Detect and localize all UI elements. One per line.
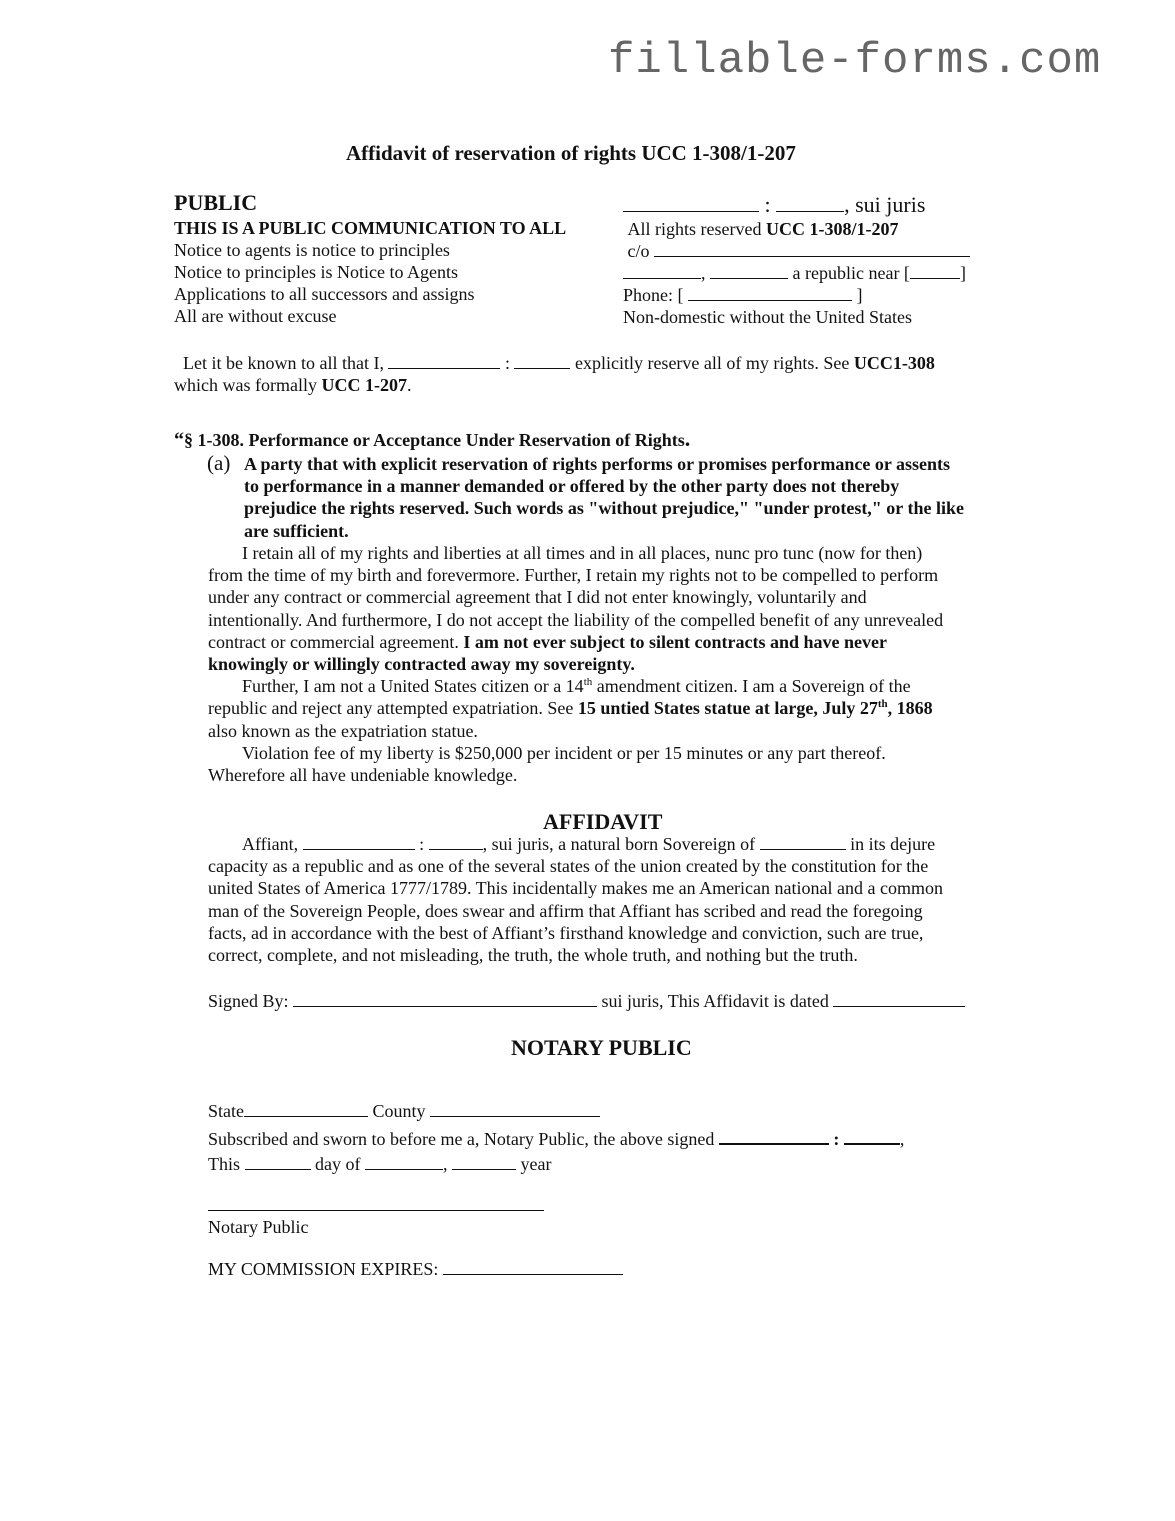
sui-juris-text: , sui juris — [844, 192, 926, 217]
document-title: Affidavit of reservation of rights UCC 1-308/1-207 — [346, 141, 796, 165]
signer-first-name-field[interactable] — [719, 1127, 829, 1145]
city-field[interactable] — [623, 262, 701, 279]
month-field[interactable] — [365, 1153, 443, 1170]
name-sui-juris-row: : , sui juris — [623, 192, 970, 218]
care-of-field[interactable] — [654, 240, 970, 257]
affidavit-heading: AFFIDAVIT — [543, 809, 663, 834]
sovereign-of-field[interactable] — [760, 833, 846, 850]
without-excuse-line: All are without excuse — [174, 306, 337, 326]
rights-reserved-row: All rights reserved UCC 1-308/1-207 — [627, 219, 899, 239]
care-of-row: c/o — [623, 240, 970, 262]
right-header-block — [623, 192, 970, 328]
signature-field[interactable] — [293, 990, 597, 1007]
date-row: This day of , year — [208, 1154, 552, 1174]
notary-county-field[interactable] — [430, 1100, 600, 1117]
public-communication-line: THIS IS A PUBLIC COMMUNICATION TO ALL — [174, 218, 567, 238]
notice-principles-line: Notice to principles is Notice to Agents — [174, 262, 458, 282]
republic-row: , a republic near [ ] — [623, 262, 970, 284]
subsection-a-text: A party that with explicit reservation of rights performs or promises performance or assents to performance in a manner demanded or offered by the other party does not thereby prejudice the rights reserved. Such words as "without prejudice," "under protest," or the like are sufficient. — [244, 454, 964, 541]
republic-field[interactable] — [910, 262, 960, 279]
public-heading: PUBLIC — [174, 190, 258, 215]
notary-signature-line[interactable] — [208, 1210, 544, 1211]
signed-by-row: Signed By: sui juris, This Affidavit is dated — [208, 990, 965, 1012]
subsection-label: (a) — [207, 451, 231, 475]
day-field[interactable] — [245, 1153, 311, 1170]
first-name-field[interactable] — [623, 195, 759, 212]
intro-first-name-field[interactable] — [388, 352, 500, 369]
affidavit-paragraph: Affiant, : , sui juris, a natural born Sovereign of in its dejure capacity as a republic and as one of the several states of the union created by the constitution for the united States of America 1777/1789. This incidentally makes me an American national and a common man of the Sovereign People, does swear and affirm that Affiant has scribed and read the foregoing facts, ad in accordance with the best of Affiant’s firsthand knowledge and conviction, such are true, correct, complete, and not misleading, the truth, the whole truth, and nothing but the truth. — [208, 834, 943, 966]
notice-agents-line: Notice to agents is notice to principles — [174, 240, 450, 260]
affiant-last-name-field[interactable] — [429, 833, 483, 850]
watermark: fillable-forms.com — [608, 36, 1102, 86]
last-name-field[interactable] — [776, 195, 844, 212]
affiant-first-name-field[interactable] — [303, 833, 415, 850]
notary-public-label: Notary Public — [208, 1217, 309, 1237]
intro-last-name-field[interactable] — [514, 352, 570, 369]
state-field[interactable] — [710, 262, 788, 279]
signer-last-name-field[interactable] — [844, 1127, 900, 1145]
left-header-block — [174, 189, 566, 327]
non-domestic-line: Non-domestic without the United States — [623, 307, 912, 327]
notary-heading: NOTARY PUBLIC — [511, 1035, 692, 1060]
notary-state-field[interactable] — [244, 1100, 368, 1117]
phone-field[interactable] — [688, 284, 852, 301]
state-county-row: State County — [208, 1100, 600, 1122]
intro-paragraph: Let it be known to all that I, : explicitly reserve all of my rights. See UCC1-308 which was formally UCC 1-207. — [174, 353, 935, 396]
commission-expires-field[interactable] — [443, 1258, 623, 1275]
rights-paragraph: I retain all of my rights and liberties at all times and in all places, nunc pro tunc (now for then) from the time of my birth and forevermore. Further, I retain my rights not to be compelled to perform under any contract or commercial agreement that I did not enter knowingly, voluntarily and intentionally. And furthermore, I do not accept the liability of the compelled benefit of any unrevealed contract or commercial agreement. I am not ever subject to silent contracts and have never knowingly or willingly contracted away my sovereignty. Further, I am not a United States citizen or a 14th amendment citizen. I am a Sovereign of the republic and reject any attempted expatriation. See 15 untied States statue at large, July 27th, 1868 also known as the expatriation statue. Violation fee of my liberty is $250,000 per incident or per 15 minutes or any part thereof. Wherefore all have undeniable knowledge. — [208, 543, 944, 786]
subscribed-row: Subscribed and sworn to before me a, Notary Public, the above signed : , — [208, 1129, 905, 1149]
successors-line: Applications to all successors and assigns — [174, 284, 475, 304]
commission-row: MY COMMISSION EXPIRES: — [208, 1258, 623, 1280]
phone-row: Phone: [ ] — [623, 285, 863, 305]
section-heading: “§ 1-308. Performance or Acceptance Under Reservation of Rights. — [174, 426, 691, 451]
year-field[interactable] — [452, 1153, 516, 1170]
affidavit-date-field[interactable] — [833, 990, 965, 1007]
